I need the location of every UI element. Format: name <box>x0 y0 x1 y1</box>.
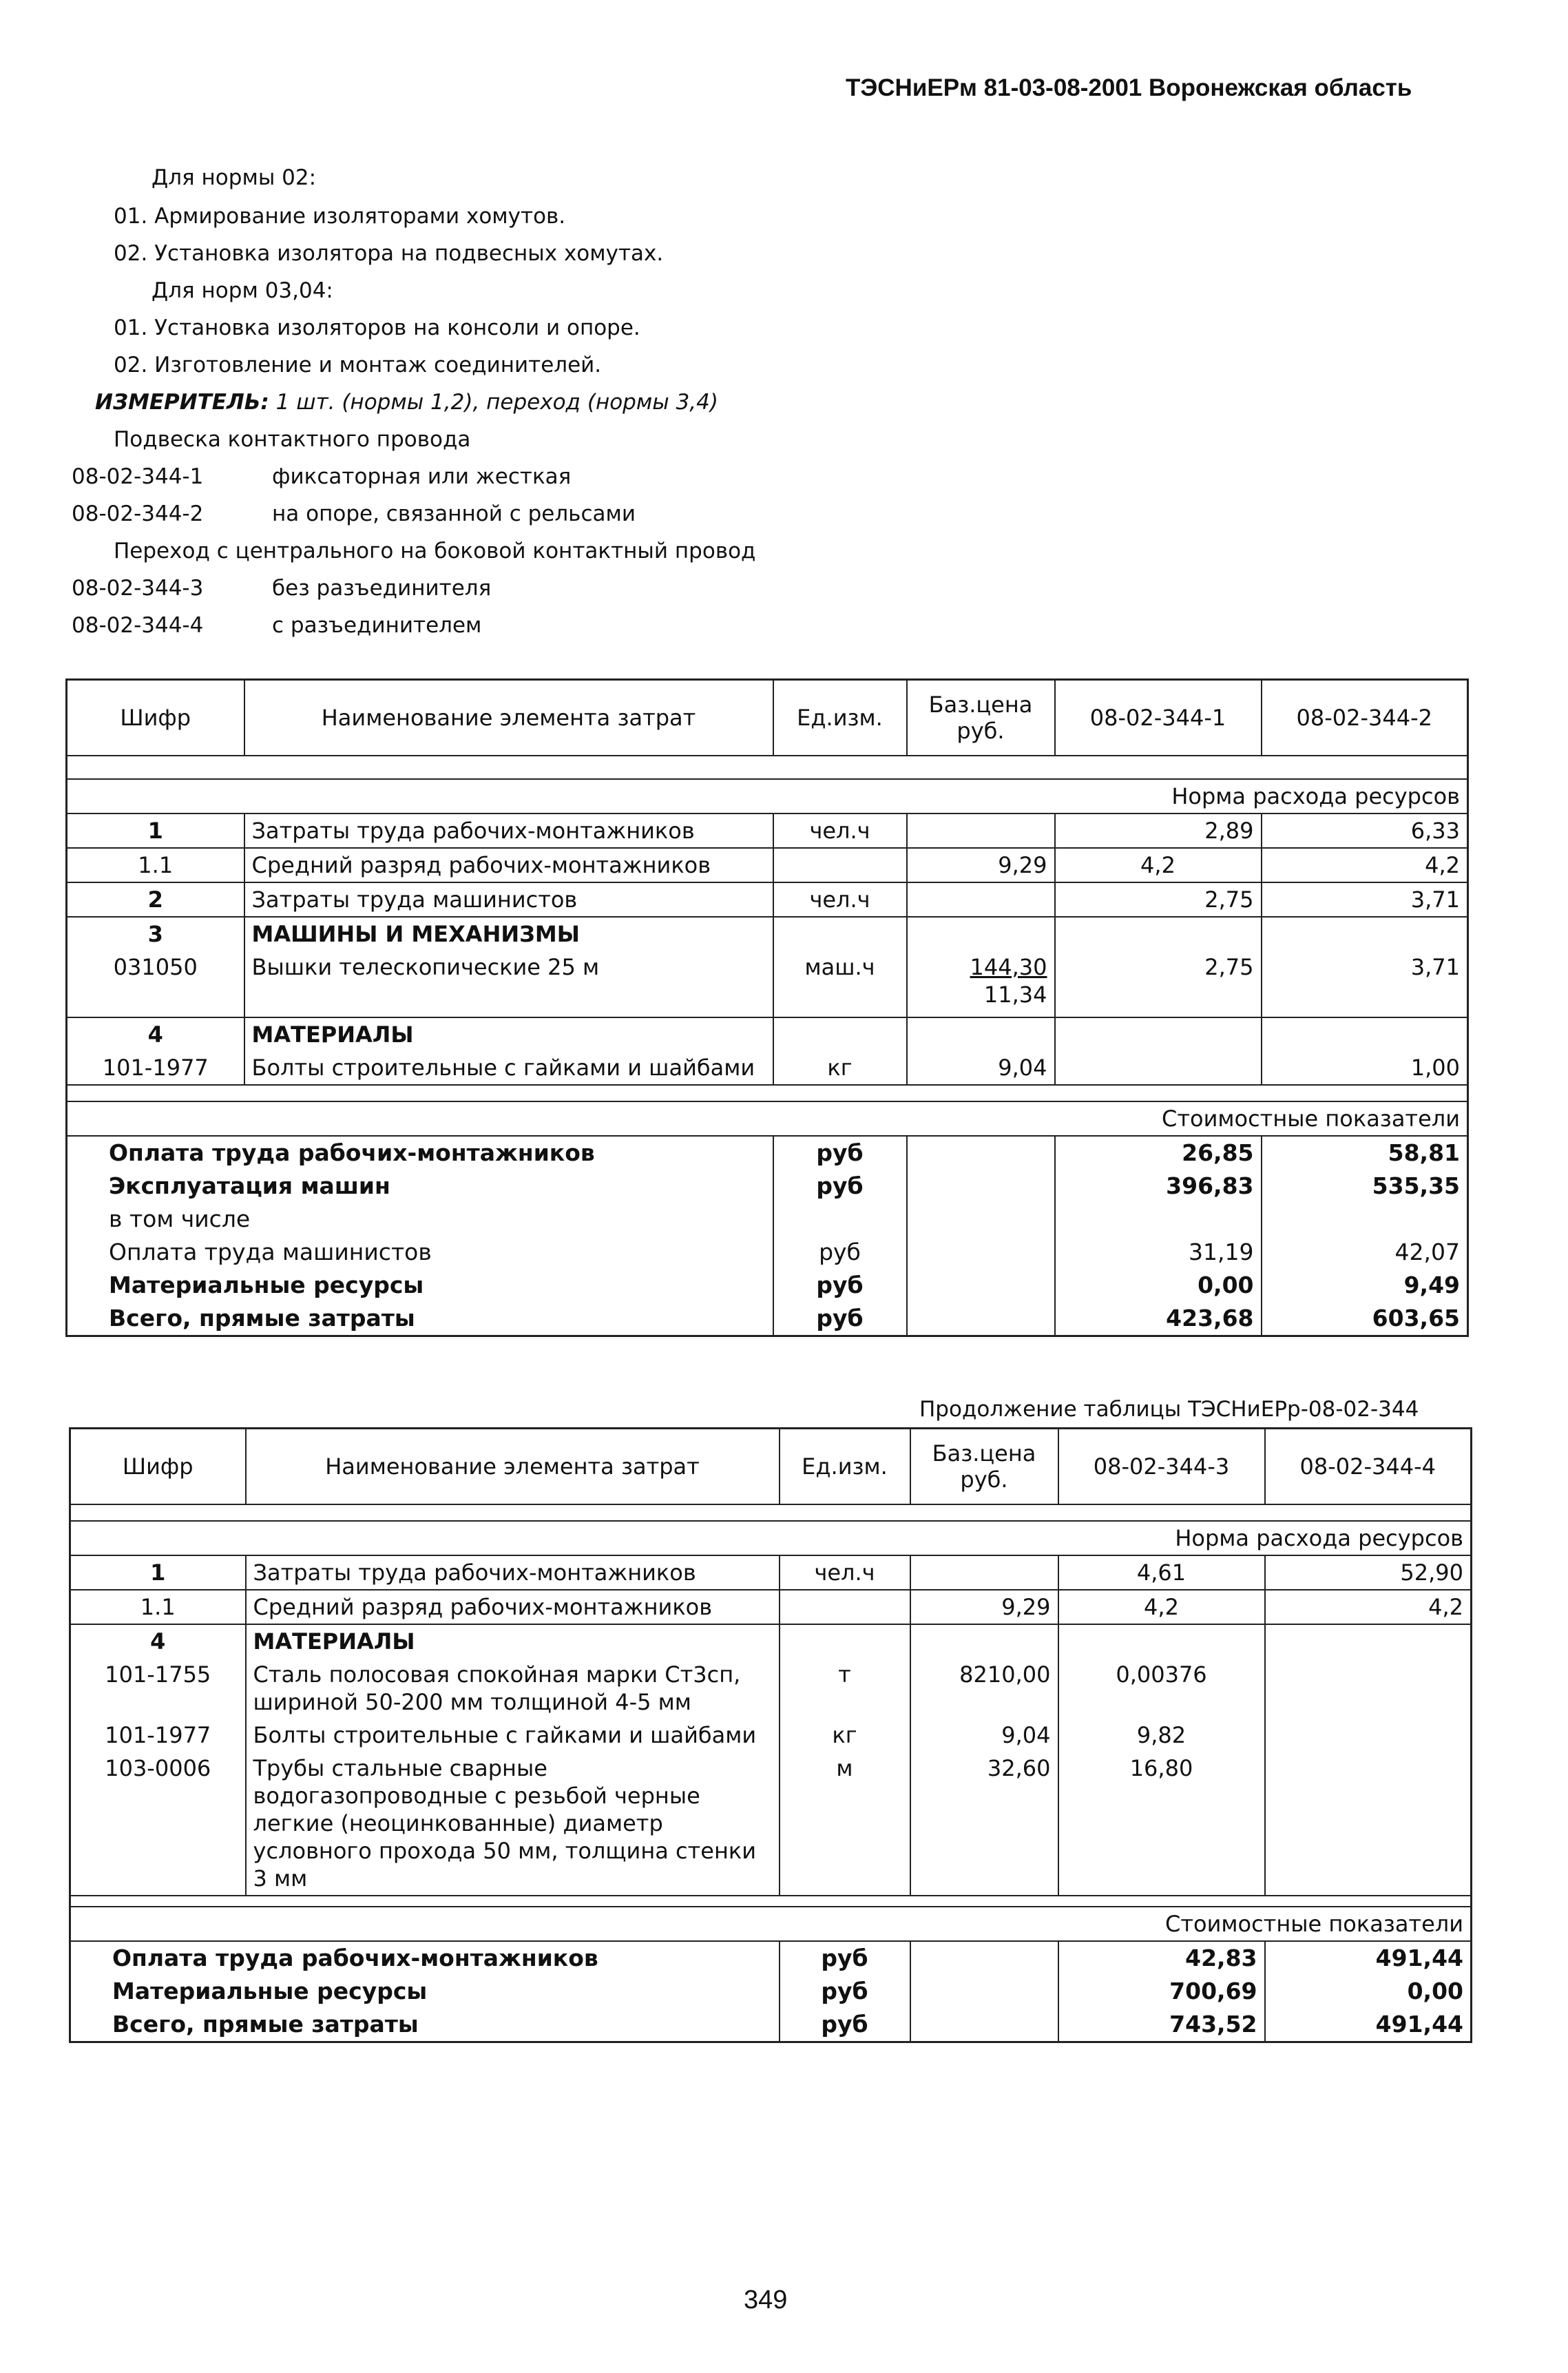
measure-label: ИЗМЕРИТЕЛЬ: <box>95 390 269 415</box>
intro-line-2: 01. Армирование изоляторами хомутов. <box>114 204 566 229</box>
resource-table-2 <box>69 1427 1472 2043</box>
measure-line <box>95 390 718 415</box>
table-row: 1 Затраты труда рабочих-монтажников чел.ч 2,89 6,33 <box>67 814 1468 848</box>
total-row: Эксплуатация машин руб 396,83 535,35 <box>67 1170 1468 1203</box>
code-4-name: с разъединителем <box>272 613 482 638</box>
col-code-header: Шифр <box>70 1429 246 1505</box>
col-price-header: Баз.цена руб. <box>907 680 1055 756</box>
intro-line-4: Для норм 03,04: <box>151 278 333 303</box>
col-price-header: Баз.цена руб. <box>910 1429 1058 1505</box>
section-row: 4 МАТЕРИАЛЫ <box>70 1624 1472 1658</box>
code-4: 08-02-344-4 <box>72 613 204 638</box>
cost-label-row: Стоимостные показатели <box>67 1101 1468 1136</box>
page-header-title: ТЭСНиЕРм 81-03-08-2001 Воронежская область <box>846 74 1412 101</box>
section-row: 4 МАТЕРИАЛЫ <box>67 1017 1468 1051</box>
col-name-header: Наименование элемента затрат <box>246 1429 780 1505</box>
code-1: 08-02-344-1 <box>72 464 204 489</box>
total-row: Всего, прямые затраты руб 423,68 603,65 <box>67 1302 1468 1336</box>
continuation-caption: Продолжение таблицы ТЭСНиЕРр-08-02-344 <box>919 1397 1419 1422</box>
intro-line-1: Для нормы 02: <box>151 165 317 190</box>
measure-text: 1 шт. (нормы 1,2), переход (нормы 3,4) <box>275 390 718 415</box>
norm-label-row: Норма расхода ресурсов <box>70 1521 1472 1555</box>
table-row: 1 Затраты труда рабочих-монтажников чел.ч 4,61 52,90 <box>70 1555 1472 1590</box>
total-row: Оплата труда машинистов руб 31,19 42,07 <box>67 1236 1468 1269</box>
table-row: 2 Затраты труда машинистов чел.ч 2,75 3,71 <box>67 882 1468 917</box>
col-b-header: 08-02-344-4 <box>1265 1429 1472 1505</box>
col-code-header: Шифр <box>67 680 244 756</box>
code-3-name: без разъединителя <box>272 576 492 601</box>
total-row: Оплата труда рабочих-монтажников руб 26,85 58,81 <box>67 1136 1468 1170</box>
code-1-name: фиксаторная или жесткая <box>272 464 572 489</box>
cost-label-row: Стоимостные показатели <box>70 1907 1472 1941</box>
total-row: Материальные ресурсы руб 700,69 0,00 <box>70 1975 1472 2008</box>
col-unit-header: Ед.изм. <box>780 1429 910 1505</box>
col-a-header: 08-02-344-3 <box>1058 1429 1265 1505</box>
total-row: Материальные ресурсы руб 0,00 9,49 <box>67 1269 1468 1302</box>
intro-line-5: 01. Установка изоляторов на консоли и опоре. <box>114 315 640 340</box>
col-unit-header: Ед.изм. <box>773 680 907 756</box>
table-1-header <box>67 680 1468 756</box>
code-2-name: на опоре, связанной с рельсами <box>272 501 636 526</box>
total-row: в том числе <box>67 1203 1468 1236</box>
group-1-title: Подвеска контактного провода <box>114 427 471 452</box>
group-2-title: Переход с центрального на боковой контактный провод <box>114 539 756 563</box>
table-row: 103-0006 Трубы стальные сварные водогазопроводные с резьбой черные легкие (неоцинкованные) диаметр условного прохода 50 мм, толщина стенки 3 мм м 32,60 16,80 <box>70 1752 1472 1896</box>
table-row: 031050 Вышки телескопические 25 м маш.ч 144,30 11,34 2,75 3,71 <box>67 951 1468 1017</box>
code-2: 08-02-344-2 <box>72 501 204 526</box>
intro-line-3: 02. Установка изолятора на подвесных хомутах. <box>114 241 664 266</box>
resource-table-1 <box>65 678 1469 1337</box>
table-row: 101-1977 Болты строительные с гайками и шайбами кг 9,04 9,82 <box>70 1719 1472 1752</box>
intro-line-6: 02. Изготовление и монтаж соединителей. <box>114 353 602 377</box>
table-row: 101-1977 Болты строительные с гайками и шайбами кг 9,04 1,00 <box>67 1051 1468 1085</box>
page-number: 349 <box>744 2286 788 2314</box>
norm-label-row: Норма расхода ресурсов <box>67 779 1468 814</box>
col-name-header: Наименование элемента затрат <box>244 680 773 756</box>
table-row: 1.1 Средний разряд рабочих-монтажников 9,29 4,2 4,2 <box>70 1590 1472 1624</box>
total-row: Оплата труда рабочих-монтажников руб 42,83 491,44 <box>70 1941 1472 1975</box>
table-row: 101-1755 Сталь полосовая спокойная марки Ст3сп, шириной 50-200 мм толщиной 4-5 мм т 8210,00 0,00376 <box>70 1658 1472 1719</box>
col-b-header: 08-02-344-2 <box>1262 680 1468 756</box>
section-row: 3 МАШИНЫ И МЕХАНИЗМЫ <box>67 917 1468 951</box>
col-a-header: 08-02-344-1 <box>1055 680 1262 756</box>
table-row: 1.1 Средний разряд рабочих-монтажников 9,29 4,2 4,2 <box>67 848 1468 882</box>
code-3: 08-02-344-3 <box>72 576 204 601</box>
table-2-header <box>70 1429 1472 1505</box>
total-row: Всего, прямые затраты руб 743,52 491,44 <box>70 2008 1472 2042</box>
